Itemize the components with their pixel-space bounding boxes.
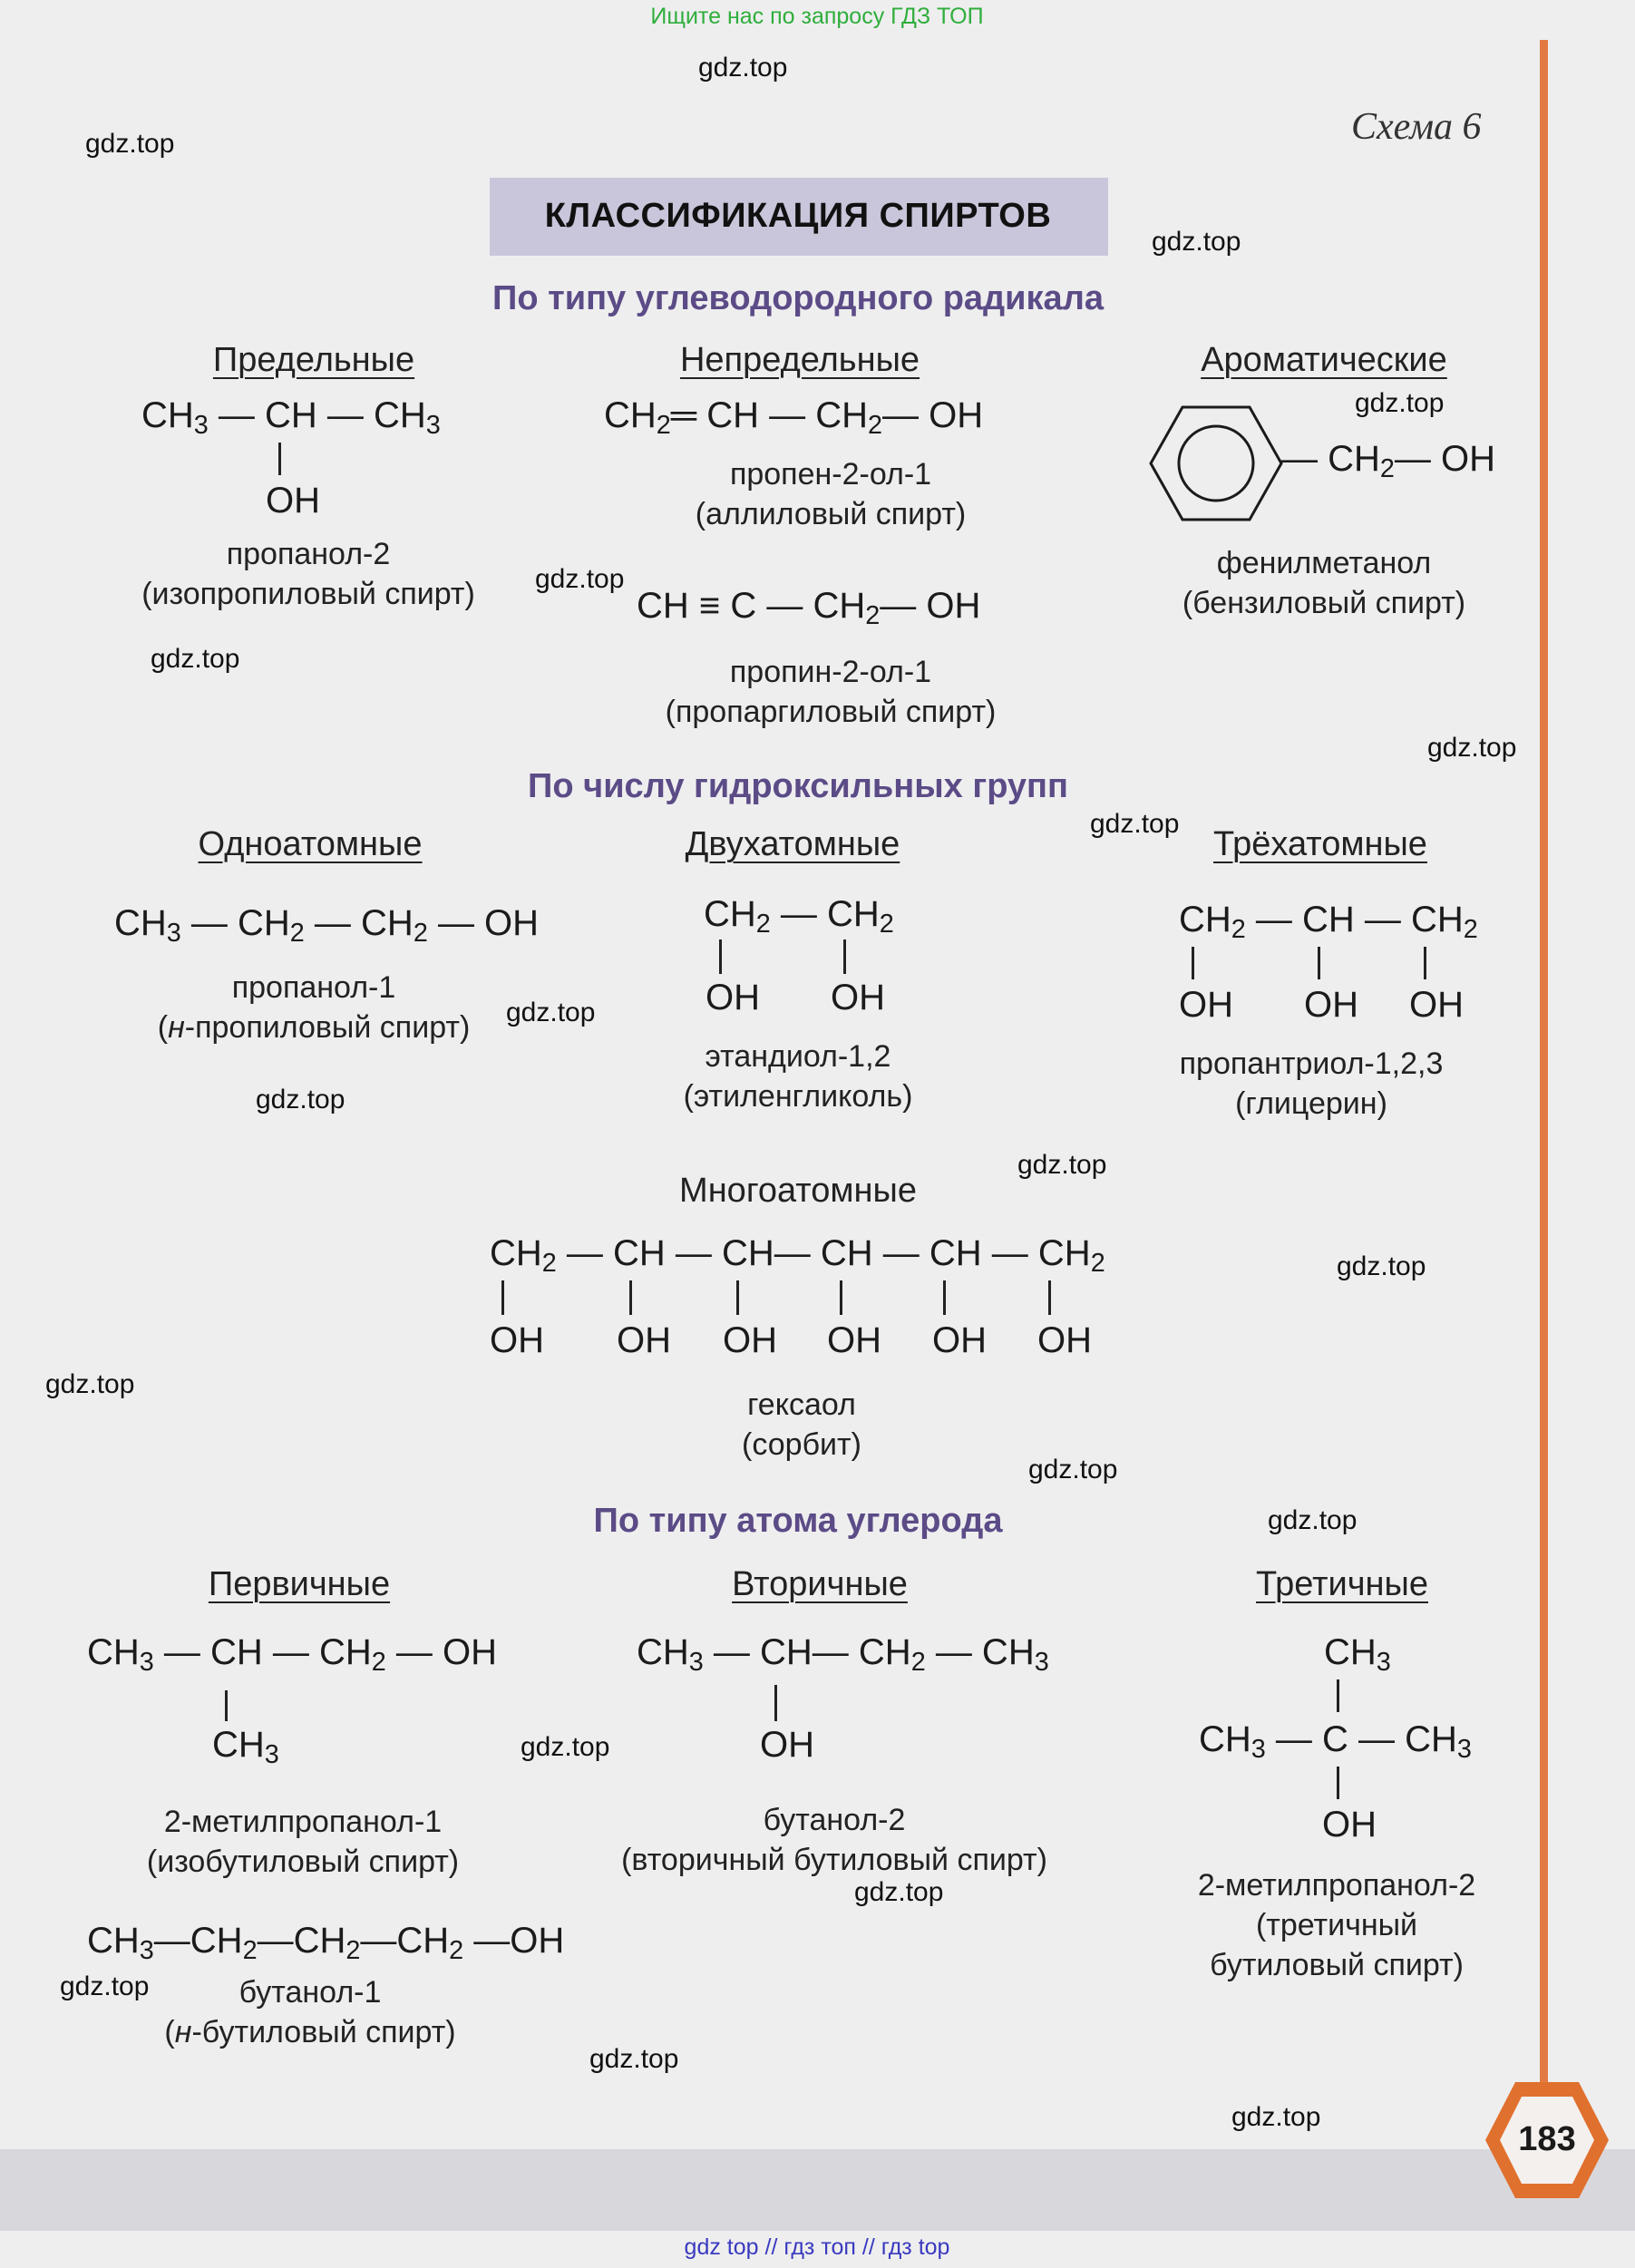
- formula-methylpropanol-1: $CH_3$ — CH — $CH_2$ — OH: [87, 1632, 498, 1678]
- watermark: gdz.top: [521, 1732, 610, 1762]
- formula-hexaol: $CH_2$ — CH — CH— CH — CH — $CH_2$: [490, 1233, 1105, 1279]
- formula-oh: OH: [932, 1320, 987, 1360]
- trivial-name-ethylene-glycol: (этиленгликоль): [683, 1079, 913, 1114]
- footer-links[interactable]: gdz top // гдз топ // гдз top: [684, 2234, 950, 2260]
- category-tertiary: Третичные: [1256, 1565, 1428, 1603]
- bond-line: [943, 1280, 946, 1315]
- watermark: gdz.top: [1017, 1150, 1107, 1180]
- watermark: gdz.top: [698, 53, 788, 83]
- bond-line: [1337, 1679, 1339, 1712]
- trivial-name-tert-butyl-b: бутиловый спирт): [1210, 1948, 1464, 1982]
- formula-oh: OH: [1322, 1805, 1377, 1845]
- name-methylpropanol-1: 2-метилпропанол-1: [163, 1805, 443, 1839]
- formula-oh: OH: [723, 1320, 777, 1360]
- trivial-name-sec-butyl: (вторичный бутиловый спирт): [621, 1843, 1047, 1877]
- bond-line: [774, 1685, 777, 1721]
- bond-line: [1337, 1767, 1339, 1799]
- formula-butanol-2: $CH_3$ — CH— $CH_2$ — $CH_3$: [637, 1632, 1049, 1678]
- top-banner[interactable]: Ищите нас по запросу ГДЗ ТОП: [650, 4, 984, 29]
- formula-oh: OH: [490, 1320, 544, 1360]
- trivial-name-propargyl: (пропаргиловый спирт): [665, 695, 997, 729]
- section-heading-radical: По типу углеводородного радикала: [492, 279, 1104, 317]
- formula-oh: OH: [1179, 985, 1233, 1025]
- trivial-name-allyl: (аллиловый спирт): [695, 497, 967, 531]
- category-trihydric: Трёхатомные: [1213, 825, 1427, 863]
- watermark: gdz.top: [589, 2044, 679, 2074]
- bottom-band: [0, 2149, 1635, 2231]
- category-saturated: Предельные: [212, 341, 415, 379]
- watermark: gdz.top: [256, 1085, 345, 1115]
- watermark: gdz.top: [1090, 809, 1180, 839]
- bond-line: [501, 1280, 504, 1315]
- bond-line: [1424, 947, 1426, 979]
- watermark: gdz.top: [151, 644, 240, 674]
- name-hexaol: гексаол: [747, 1387, 856, 1422]
- watermark: gdz.top: [45, 1369, 135, 1399]
- trivial-name-tert-butyl-a: (третичный: [1255, 1908, 1418, 1942]
- bond-line: [843, 939, 846, 974]
- name-butanol-1: бутанол-1: [238, 1975, 382, 2010]
- trivial-name-n-propyl: (н-пропиловый спирт): [157, 1010, 471, 1045]
- formula-oh: OH: [831, 978, 885, 1017]
- bond-line: [278, 443, 281, 475]
- name-propanetriol: пропантриол-1,2,3: [1179, 1046, 1444, 1081]
- formula-propanol-1: $CH_3$ — $CH_2$ — $CH_2$ — OH: [114, 903, 540, 949]
- category-unsaturated: Непредельные: [679, 341, 920, 379]
- formula-oh: OH: [1409, 985, 1464, 1025]
- schema-label: Схема 6: [1351, 106, 1482, 148]
- watermark: gdz.top: [1152, 227, 1241, 257]
- section-heading-hydroxyl: По числу гидроксильных групп: [528, 767, 1068, 805]
- formula-butanol-1: $CH_3—CH_2—CH_2—CH_2$ —OH: [87, 1921, 565, 1966]
- trivial-name-sorbitol: (сорбит): [742, 1427, 861, 1462]
- name-propynol: пропин-2-ол-1: [729, 655, 932, 689]
- category-polyhydric: Многоатомные: [679, 1172, 917, 1210]
- formula-ch3: $CH_3$: [212, 1725, 279, 1770]
- trivial-name-isobutyl: (изобутиловый спирт): [146, 1845, 460, 1879]
- name-phenylmethanol: фенилметанол: [1216, 546, 1432, 580]
- category-aromatic: Ароматические: [1201, 341, 1447, 379]
- category-primary: Первичные: [208, 1565, 391, 1603]
- formula-benzyl-group: — $CH_2—$ OH: [1281, 439, 1496, 484]
- formula-propanetriol: $CH_2$ — CH — $CH_2$: [1179, 900, 1478, 945]
- formula-propenol: $CH_2═$ CH — $CH_2—$ OH: [604, 395, 984, 441]
- formula-oh: OH: [760, 1725, 814, 1765]
- page-number-badge: [1484, 2077, 1611, 2204]
- watermark: gdz.top: [1268, 1505, 1358, 1535]
- category-monohydric: Одноатомные: [198, 825, 423, 863]
- page-edge-stripe: [1540, 40, 1548, 2126]
- watermark: gdz.top: [85, 129, 175, 159]
- trivial-name-glycerol: (глицерин): [1235, 1086, 1387, 1121]
- formula-oh: OH: [1304, 985, 1358, 1025]
- watermark: gdz.top: [1028, 1455, 1118, 1484]
- watermark: gdz.top: [854, 1877, 944, 1907]
- bond-line: [840, 1280, 842, 1315]
- section-heading-carbon: По типу атома углерода: [593, 1502, 1003, 1540]
- trivial-name-n-butyl: (н-бутиловый спирт): [164, 2015, 456, 2049]
- formula-oh: OH: [1037, 1320, 1092, 1360]
- name-methylpropanol-2: 2-метилпропанол-2: [1197, 1868, 1476, 1903]
- formula-propynol: CH ≡ C — $CH_2—$ OH: [637, 586, 981, 631]
- name-propenol: пропен-2-ол-1: [729, 457, 932, 492]
- formula-oh: OH: [266, 481, 320, 521]
- watermark: gdz.top: [506, 998, 596, 1027]
- bond-line: [736, 1280, 739, 1315]
- name-butanol-2: бутанол-2: [763, 1803, 906, 1837]
- watermark: gdz.top: [1231, 2102, 1321, 2132]
- category-secondary: Вторичные: [732, 1565, 908, 1603]
- bond-line: [225, 1690, 228, 1721]
- formula-ch3: $CH_3$: [1324, 1632, 1391, 1678]
- category-dihydric: Двухатомные: [685, 825, 900, 863]
- bond-line: [719, 939, 722, 974]
- watermark: gdz.top: [535, 564, 625, 594]
- watermark: gdz.top: [1355, 388, 1445, 418]
- bond-line: [1048, 1280, 1051, 1315]
- trivial-name-isopropyl: (изопропиловый спирт): [141, 577, 475, 611]
- name-propanol-2: пропанол-2: [226, 537, 391, 571]
- formula-propanol-2: $CH_3$ — CH — $CH_3$: [141, 395, 441, 441]
- watermark: gdz.top: [1427, 733, 1517, 763]
- page-title: КЛАССИФИКАЦИЯ СПИРТОВ: [544, 197, 1052, 235]
- formula-oh: OH: [706, 978, 760, 1017]
- formula-oh: OH: [617, 1320, 671, 1360]
- benzene-ring-icon: [1148, 404, 1284, 522]
- watermark: gdz.top: [60, 1971, 150, 2001]
- bond-line: [629, 1280, 632, 1315]
- formula-oh: OH: [827, 1320, 881, 1360]
- name-ethanediol: этандиол-1,2: [705, 1039, 891, 1074]
- page-number: 183: [1518, 2120, 1576, 2158]
- bond-line: [1192, 947, 1194, 979]
- bond-line: [1318, 947, 1320, 979]
- trivial-name-benzyl: (бензиловый спирт): [1182, 586, 1466, 620]
- formula-methylpropanol-2: $CH_3$ — C — $CH_3$: [1199, 1719, 1472, 1765]
- formula-ethanediol: $CH_2$ — $CH_2$: [704, 894, 894, 939]
- name-propanol-1: пропанол-1: [231, 970, 396, 1005]
- watermark: gdz.top: [1337, 1251, 1426, 1281]
